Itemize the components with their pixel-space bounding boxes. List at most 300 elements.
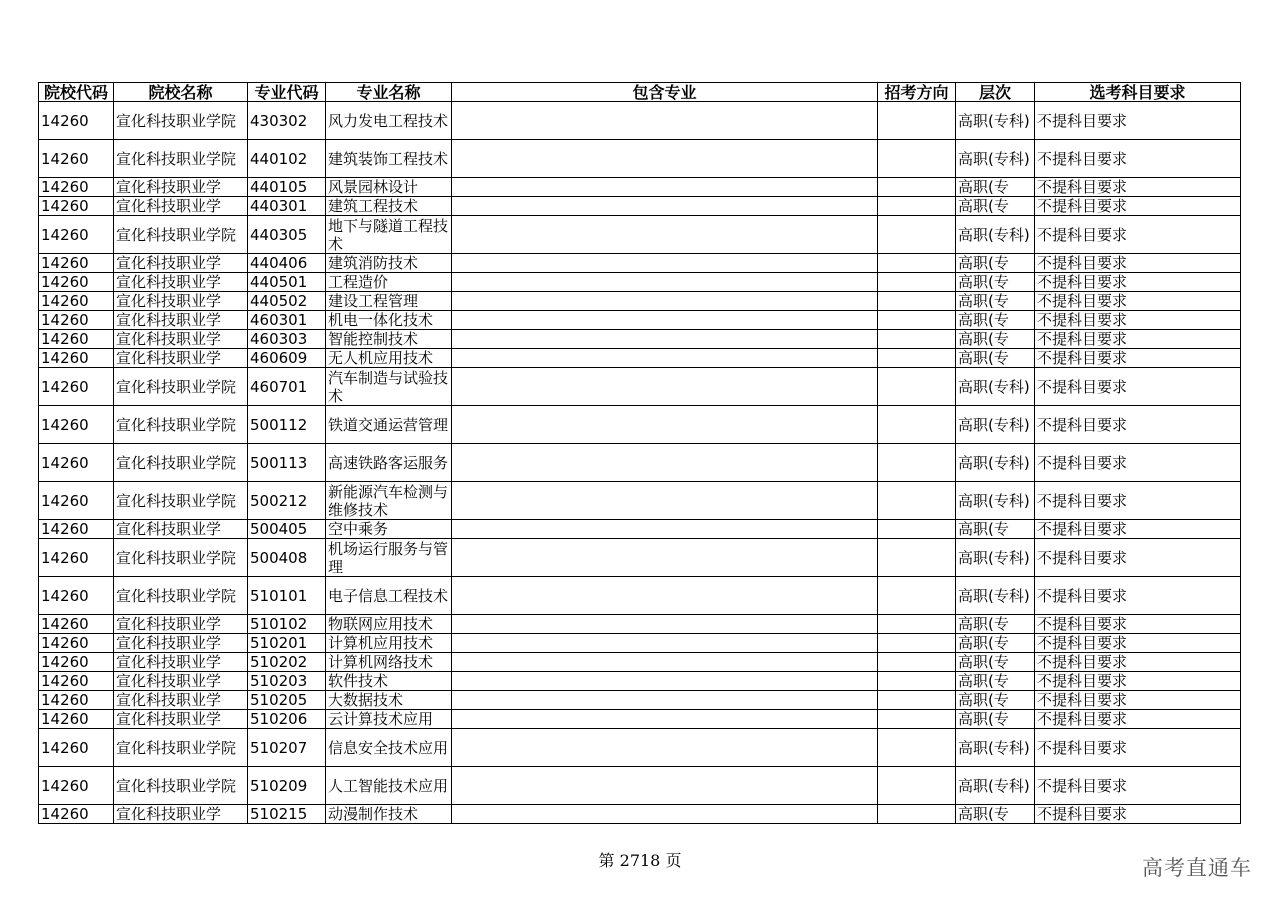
cell-direction-text [878, 691, 955, 709]
cell-major-code-text: 510209 [250, 776, 308, 795]
cell-major-name [326, 197, 452, 216]
cell-school-code [39, 767, 114, 805]
cell-includes-text [452, 349, 877, 367]
cell-major-code [248, 311, 326, 330]
cell-level-text: 高职(专 [958, 311, 1009, 329]
cell-includes [452, 178, 878, 197]
table-row [39, 444, 1241, 482]
cell-school-name [114, 520, 248, 539]
cell-school-code [39, 805, 114, 824]
cell-major-name [326, 520, 452, 539]
table-row [39, 368, 1241, 406]
cell-requirement [1035, 729, 1241, 767]
cell-school-code [39, 140, 114, 178]
cell-school-name [114, 710, 248, 729]
cell-direction-text [878, 254, 955, 272]
cell-includes-text [452, 273, 877, 291]
cell-level-text: 高职(专 [958, 349, 1009, 367]
cell-school-code-text: 14260 [41, 586, 89, 605]
cell-direction [878, 615, 956, 634]
table-row [39, 216, 1241, 254]
cell-major-code [248, 178, 326, 197]
cell-major-code [248, 444, 326, 482]
cell-direction-text [878, 805, 955, 823]
cell-direction [878, 102, 956, 140]
cell-requirement [1035, 691, 1241, 710]
cell-includes [452, 634, 878, 653]
table-row [39, 577, 1241, 615]
cell-major-name-text: 工程造价 [328, 273, 389, 291]
cell-major-code [248, 406, 326, 444]
cell-includes-text [452, 634, 877, 652]
cell-school-code-text: 14260 [41, 805, 89, 823]
cell-school-name [114, 444, 248, 482]
cell-level [956, 444, 1035, 482]
cell-major-name-text: 地下与隧道工程技术 [328, 216, 449, 253]
cell-school-code-text: 14260 [41, 273, 89, 291]
cell-level [956, 330, 1035, 349]
cell-direction [878, 292, 956, 311]
cell-school-name-text: 宣化科技职业学 [116, 520, 222, 538]
cell-level-text: 高职(专 [958, 178, 1009, 196]
cell-includes [452, 273, 878, 292]
cell-includes [452, 368, 878, 406]
cell-major-name [326, 805, 452, 824]
cell-school-name [114, 140, 248, 178]
cell-includes-text [452, 653, 877, 671]
cell-requirement-text: 不提科目要求 [1037, 548, 1128, 567]
cell-direction [878, 767, 956, 805]
cell-includes [452, 520, 878, 539]
cell-school-name [114, 273, 248, 292]
cell-school-name [114, 178, 248, 197]
cell-major-name [326, 292, 452, 311]
cell-major-code [248, 539, 326, 577]
cell-school-name-text: 宣化科技职业学 [116, 805, 222, 823]
cell-level [956, 634, 1035, 653]
cell-requirement [1035, 102, 1241, 140]
cell-school-name-text: 宣化科技职业学 [116, 292, 222, 310]
cell-school-code-text: 14260 [41, 311, 89, 329]
cell-requirement-text: 不提科目要求 [1037, 197, 1128, 215]
cell-direction [878, 691, 956, 710]
cell-major-name [326, 482, 452, 520]
cell-requirement-text: 不提科目要求 [1037, 710, 1128, 728]
cell-major-name-text: 风力发电工程技术 [328, 111, 449, 130]
cell-level-text: 高职(专科) [958, 491, 1030, 510]
cell-school-name-text: 宣化科技职业学院 [116, 453, 237, 472]
cell-requirement [1035, 368, 1241, 406]
cell-major-code [248, 520, 326, 539]
cell-includes-text [452, 805, 877, 823]
cell-requirement-text: 不提科目要求 [1037, 330, 1128, 348]
cell-includes-text [452, 520, 877, 538]
cell-school-code-text: 14260 [41, 776, 89, 795]
cell-major-code-text: 460701 [250, 377, 308, 396]
header-row [39, 83, 1241, 102]
cell-requirement-text: 不提科目要求 [1037, 586, 1128, 605]
table-row [39, 140, 1241, 178]
cell-major-name [326, 539, 452, 577]
cell-major-code-text: 510201 [250, 634, 308, 652]
header-school-code: 院校代码 [39, 83, 114, 102]
cell-includes [452, 672, 878, 691]
cell-major-code-text: 510102 [250, 615, 308, 633]
table-row [39, 178, 1241, 197]
cell-school-name [114, 577, 248, 615]
cell-requirement [1035, 539, 1241, 577]
cell-includes [452, 254, 878, 273]
cell-school-code [39, 691, 114, 710]
cell-major-code-text: 500212 [250, 491, 308, 510]
cell-direction [878, 805, 956, 824]
header-level: 层次 [956, 83, 1035, 102]
table-row [39, 311, 1241, 330]
header-direction: 招考方向 [878, 83, 956, 102]
cell-requirement-text: 不提科目要求 [1037, 349, 1128, 367]
cell-school-code [39, 482, 114, 520]
watermark: 高考直通车 [1142, 856, 1252, 880]
cell-level [956, 292, 1035, 311]
cell-major-name-text: 建设工程管理 [328, 292, 419, 310]
cell-major-name-text: 高速铁路客运服务 [328, 453, 449, 472]
cell-major-code-text: 440305 [250, 225, 308, 244]
cell-major-name-text: 软件技术 [328, 672, 389, 690]
cell-major-code-text: 510202 [250, 653, 308, 671]
cell-direction-text [878, 197, 955, 215]
cell-includes [452, 615, 878, 634]
cell-school-name [114, 615, 248, 634]
cell-school-code-text: 14260 [41, 149, 89, 168]
cell-level [956, 767, 1035, 805]
cell-school-code-text: 14260 [41, 292, 89, 310]
cell-requirement-text: 不提科目要求 [1037, 634, 1128, 652]
cell-includes [452, 102, 878, 140]
cell-direction [878, 311, 956, 330]
cell-school-code [39, 653, 114, 672]
cell-level-text: 高职(专科) [958, 415, 1030, 434]
cell-level-text: 高职(专 [958, 672, 1009, 690]
cell-direction [878, 349, 956, 368]
cell-level [956, 672, 1035, 691]
cell-level [956, 539, 1035, 577]
cell-requirement [1035, 520, 1241, 539]
header-major-name: 专业名称 [326, 83, 452, 102]
cell-major-name-text: 电子信息工程技术 [328, 586, 449, 605]
cell-direction [878, 140, 956, 178]
cell-major-name [326, 254, 452, 273]
cell-level-text: 高职(专科) [958, 548, 1030, 567]
cell-requirement [1035, 197, 1241, 216]
table-row [39, 273, 1241, 292]
cell-school-code [39, 273, 114, 292]
cell-major-code-text: 510205 [250, 691, 308, 709]
cell-major-name-text: 新能源汽车检测与维修技术 [328, 482, 449, 519]
cell-school-code-text: 14260 [41, 615, 89, 633]
cell-major-code [248, 292, 326, 311]
table-row [39, 710, 1241, 729]
cell-direction-text [878, 292, 955, 310]
cell-major-code-text: 440301 [250, 197, 308, 215]
cell-level-text: 高职(专 [958, 273, 1009, 291]
cell-includes-text [452, 197, 877, 215]
cell-direction-text [878, 349, 955, 367]
cell-level [956, 197, 1035, 216]
cell-requirement [1035, 615, 1241, 634]
cell-school-name-text: 宣化科技职业学 [116, 691, 222, 709]
cell-includes-text [452, 691, 877, 709]
cell-school-name-text: 宣化科技职业学院 [116, 225, 237, 244]
cell-major-code-text: 510207 [250, 738, 308, 757]
cell-level [956, 805, 1035, 824]
cell-major-name [326, 634, 452, 653]
cell-requirement-text: 不提科目要求 [1037, 178, 1128, 196]
cell-direction [878, 330, 956, 349]
cell-direction [878, 710, 956, 729]
cell-includes-text [452, 311, 877, 329]
cell-school-code-text: 14260 [41, 111, 89, 130]
cell-school-name-text: 宣化科技职业学院 [116, 415, 237, 434]
cell-major-code [248, 140, 326, 178]
cell-direction-text [878, 311, 955, 329]
table-row [39, 729, 1241, 767]
cell-requirement [1035, 805, 1241, 824]
table-row [39, 406, 1241, 444]
cell-major-code-text: 430302 [250, 111, 308, 130]
cell-includes [452, 349, 878, 368]
cell-major-code-text: 500405 [250, 520, 308, 538]
cell-school-code-text: 14260 [41, 377, 89, 396]
cell-includes [452, 140, 878, 178]
cell-school-name [114, 197, 248, 216]
cell-includes [452, 330, 878, 349]
cell-school-code-text: 14260 [41, 710, 89, 728]
cell-major-code-text: 440501 [250, 273, 308, 291]
cell-level [956, 254, 1035, 273]
cell-requirement [1035, 406, 1241, 444]
table-row [39, 634, 1241, 653]
table-row [39, 330, 1241, 349]
table-row [39, 292, 1241, 311]
cell-major-name [326, 710, 452, 729]
cell-level [956, 311, 1035, 330]
cell-major-name [326, 767, 452, 805]
cell-school-code-text: 14260 [41, 415, 89, 434]
cell-requirement-text: 不提科目要求 [1037, 149, 1128, 168]
cell-school-name [114, 406, 248, 444]
cell-school-code-text: 14260 [41, 254, 89, 272]
cell-includes-text [452, 178, 877, 196]
cell-school-name-text: 宣化科技职业学院 [116, 586, 237, 605]
cell-major-name [326, 577, 452, 615]
cell-requirement-text: 不提科目要求 [1037, 491, 1128, 510]
cell-major-code [248, 197, 326, 216]
cell-major-code [248, 577, 326, 615]
cell-major-code-text: 500112 [250, 415, 308, 434]
table-row [39, 197, 1241, 216]
cell-includes-text [452, 330, 877, 348]
cell-requirement-text: 不提科目要求 [1037, 776, 1128, 795]
cell-school-name [114, 691, 248, 710]
table-row [39, 102, 1241, 140]
cell-major-name [326, 653, 452, 672]
cell-direction [878, 520, 956, 539]
cell-school-code-text: 14260 [41, 691, 89, 709]
cell-school-name-text: 宣化科技职业学 [116, 254, 222, 272]
table-row [39, 520, 1241, 539]
cell-level-text: 高职(专科) [958, 377, 1030, 396]
cell-school-name-text: 宣化科技职业学 [116, 634, 222, 652]
cell-requirement-text: 不提科目要求 [1037, 273, 1128, 291]
cell-level [956, 273, 1035, 292]
cell-major-code [248, 634, 326, 653]
cell-school-name-text: 宣化科技职业学 [116, 330, 222, 348]
cell-school-name [114, 672, 248, 691]
cell-major-code [248, 102, 326, 140]
cell-requirement [1035, 292, 1241, 311]
cell-level-text: 高职(专 [958, 691, 1009, 709]
cell-requirement-text: 不提科目要求 [1037, 615, 1128, 633]
cell-includes-text [452, 254, 877, 272]
cell-direction [878, 406, 956, 444]
cell-school-code-text: 14260 [41, 520, 89, 538]
cell-major-code [248, 805, 326, 824]
cell-school-code [39, 577, 114, 615]
cell-major-code-text: 510101 [250, 586, 308, 605]
cell-requirement-text: 不提科目要求 [1037, 254, 1128, 272]
table-row [39, 672, 1241, 691]
cell-school-code [39, 539, 114, 577]
cell-direction [878, 178, 956, 197]
cell-level [956, 577, 1035, 615]
table-row [39, 653, 1241, 672]
cell-requirement-text: 不提科目要求 [1037, 111, 1128, 130]
cell-major-name [326, 102, 452, 140]
cell-school-code-text: 14260 [41, 634, 89, 652]
cell-major-name [326, 368, 452, 406]
cell-includes [452, 311, 878, 330]
cell-requirement [1035, 273, 1241, 292]
cell-direction-text [878, 634, 955, 652]
table-row [39, 482, 1241, 520]
cell-includes [452, 691, 878, 710]
cell-direction-text [878, 672, 955, 690]
cell-major-code [248, 653, 326, 672]
cell-school-code [39, 520, 114, 539]
cell-requirement-text: 不提科目要求 [1037, 311, 1128, 329]
table-row [39, 767, 1241, 805]
cell-major-name-text: 人工智能技术应用 [328, 776, 449, 795]
cell-direction [878, 539, 956, 577]
cell-requirement [1035, 634, 1241, 653]
cell-major-code-text: 500408 [250, 548, 308, 567]
cell-school-name [114, 216, 248, 254]
cell-school-code [39, 349, 114, 368]
cell-level [956, 102, 1035, 140]
cell-major-code-text: 500113 [250, 453, 308, 472]
cell-major-name [326, 140, 452, 178]
cell-includes-text [452, 292, 877, 310]
cell-includes [452, 729, 878, 767]
cell-direction [878, 197, 956, 216]
cell-direction-text [878, 273, 955, 291]
cell-major-code [248, 216, 326, 254]
cell-major-code [248, 254, 326, 273]
cell-requirement-text: 不提科目要求 [1037, 225, 1128, 244]
cell-level-text: 高职(专 [958, 330, 1009, 348]
cell-major-code [248, 615, 326, 634]
cell-direction-text [878, 330, 955, 348]
cell-school-name [114, 653, 248, 672]
cell-level-text: 高职(专科) [958, 776, 1030, 795]
cell-requirement-text: 不提科目要求 [1037, 672, 1128, 690]
cell-school-name [114, 349, 248, 368]
cell-school-name-text: 宣化科技职业学 [116, 273, 222, 291]
cell-requirement [1035, 216, 1241, 254]
cell-direction-text [878, 653, 955, 671]
cell-school-code [39, 311, 114, 330]
cell-level-text: 高职(专 [958, 710, 1009, 728]
cell-requirement [1035, 653, 1241, 672]
cell-includes [452, 482, 878, 520]
cell-major-name-text: 铁道交通运营管理 [328, 415, 449, 434]
cell-major-name-text: 空中乘务 [328, 520, 389, 538]
cell-major-name [326, 178, 452, 197]
cell-direction [878, 653, 956, 672]
cell-includes-text [452, 615, 877, 633]
cell-school-name [114, 292, 248, 311]
cell-requirement [1035, 178, 1241, 197]
cell-major-name-text: 物联网应用技术 [328, 615, 434, 633]
cell-school-code-text: 14260 [41, 178, 89, 196]
cell-major-code-text: 460303 [250, 330, 308, 348]
cell-level-text: 高职(专科) [958, 738, 1030, 757]
cell-school-code-text: 14260 [41, 330, 89, 348]
cell-school-code-text: 14260 [41, 225, 89, 244]
cell-school-code [39, 729, 114, 767]
cell-includes [452, 197, 878, 216]
cell-major-code [248, 710, 326, 729]
cell-level-text: 高职(专 [958, 197, 1009, 215]
cell-school-name [114, 805, 248, 824]
cell-requirement-text: 不提科目要求 [1037, 653, 1128, 671]
cell-school-name [114, 634, 248, 653]
cell-major-name-text: 计算机网络技术 [328, 653, 434, 671]
cell-level-text: 高职(专 [958, 520, 1009, 538]
cell-level [956, 691, 1035, 710]
cell-school-code [39, 102, 114, 140]
cell-school-code-text: 14260 [41, 672, 89, 690]
cell-school-code [39, 178, 114, 197]
cell-major-code-text: 460301 [250, 311, 308, 329]
cell-school-code-text: 14260 [41, 653, 89, 671]
cell-major-name-text: 机场运行服务与管理 [328, 539, 449, 576]
cell-major-code [248, 729, 326, 767]
cell-school-code [39, 634, 114, 653]
cell-requirement [1035, 672, 1241, 691]
cell-direction [878, 444, 956, 482]
cell-school-code-text: 14260 [41, 453, 89, 472]
cell-direction [878, 273, 956, 292]
cell-major-code-text: 440502 [250, 292, 308, 310]
table-row [39, 691, 1241, 710]
cell-major-name-text: 动漫制作技术 [328, 805, 419, 823]
header-requirement: 选考科目要求 [1035, 83, 1241, 102]
cell-major-name [326, 444, 452, 482]
cell-school-code-text: 14260 [41, 491, 89, 510]
cell-school-name [114, 368, 248, 406]
cell-includes [452, 577, 878, 615]
